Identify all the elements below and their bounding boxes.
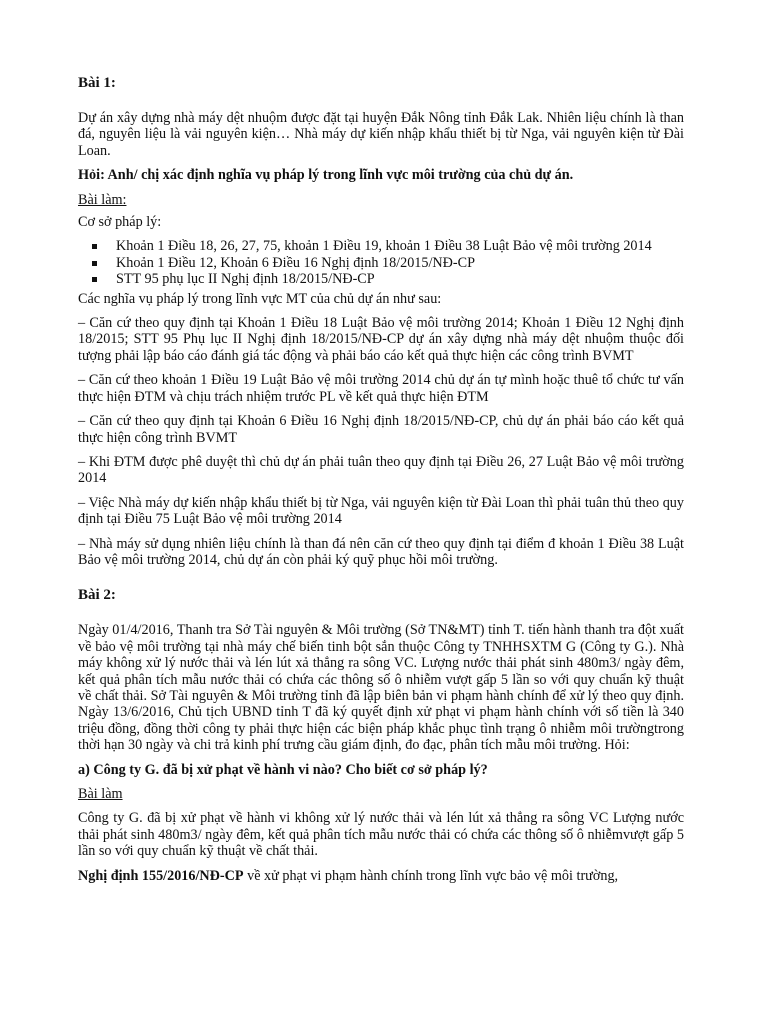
exercise-2-answer-label: Bài làm (78, 786, 123, 802)
exercise-1-intro: Dự án xây dựng nhà máy dệt nhuộm được đặt tại huyện Đắk Nông tỉnh Đắk Lak. Nhiên liệu chính là than đá, nguyên liệu là vải nguyên kiện… Nhà máy dự kiến nhập khẩu thiết bị từ Nga, vải nguyên kiện từ Đài Loan. (78, 110, 684, 159)
obligation-paragraph: – Căn cứ theo khoản 1 Điều 19 Luật Bảo vệ môi trường 2014 chủ dự án tự mình hoặc thuê tổ chức tư vấn thực hiện ĐTM và chịu trách nhiệm trước PL về kết quả thực hiện ĐTM (78, 372, 684, 405)
legal-basis-list (78, 238, 684, 287)
decree-name: Nghị định 155/2016/NĐ-CP (78, 867, 244, 884)
legal-basis-item: STT 95 phụ lục II Nghị định 18/2015/NĐ-CP (116, 271, 684, 287)
exercise-1-answer-label: Bài làm: (78, 191, 127, 208)
obligation-paragraph: – Căn cứ theo quy định tại Khoản 1 Điều 18 Luật Bảo vệ môi trường 2014; Khoản 1 Điều 12 Nghị định 18/2015; STT 95 Phụ lục II Nghị định 18/2015/NĐ-CP dự án xây dựng nhà máy dệt nhuộm thuộc đối tượng phải lập báo cáo đánh giá tác động và phải báo cáo kết quả thực hiện các công trình BVMT (78, 315, 684, 364)
decree-reference (78, 868, 684, 884)
legal-basis-item: Khoản 1 Điều 12, Khoản 6 Điều 16 Nghị định 18/2015/NĐ-CP (116, 255, 684, 271)
obligation-paragraph: – Khi ĐTM được phê duyệt thì chủ dự án phải tuân theo quy định tại Điều 26, 27 Luật Bảo vệ môi trường 2014 (78, 453, 684, 487)
exercise-2-answer-a: Công ty G. đã bị xử phạt về hành vi không xử lý nước thải và lén lút xả thẳng ra sông VC Lượng nước thải phát sinh 480m3/ ngày đêm, kết quả phân tích mẫu nước thải có chứa các thông số ô nhiễmvượt gấp 5 lần so với quy chuẩn kỹ thuật về chất thải. (78, 810, 684, 860)
legal-basis-item: Khoản 1 Điều 18, 26, 27, 75, khoản 1 Điều 19, khoản 1 Điều 38 Luật Bảo vệ môi trường 2014 (116, 238, 684, 254)
exercise-2-intro: Ngày 01/4/2016, Thanh tra Sở Tài nguyên & Môi trường (Sở TN&MT) tỉnh T. tiến hành thanh tra đột xuất về bảo vệ môi trường tại nhà máy chế biến tinh bột sắn thuộc Công ty TNHHSXTM G (Công ty G.). Nhà máy không xử lý nước thải và lén lút xả thẳng ra sông VC. Lượng nước thải phát sinh 480m3/ ngày đêm, kết quả phân tích mẫu nước thải có chứa các thông số ô nhiễm vượt gấp 5 lần so với quy chuẩn kỹ thuật về chất thải. Sở Tài nguyên & Môi trường tỉnh đã lập biên bản vi phạm hành chính để xử lý theo quy định. Ngày 13/6/2016, Chủ tịch UBND tỉnh T đã ký quyết định xử phạt vi phạm hành chính với số tiền là 340 triệu đồng, đồng thời công ty phải thực hiện các biện pháp khắc phục tình trạng ô nhiễm môi trườngtrong thời hạn 30 ngày và chi trả kinh phí trưng cầu giám định, đo đạc, phân tích mẫu môi trường. Hỏi: (78, 622, 684, 754)
exercise-1-title: Bài 1: (78, 75, 116, 91)
exercise-2-title: Bài 2: (78, 587, 116, 604)
obligation-paragraph: – Việc Nhà máy dự kiến nhập khẩu thiết bị từ Nga, vải nguyên kiện từ Đài Loan thì phải tuân thủ theo quy định tại Điều 75 Luật Bảo vệ môi trường 2014 (78, 494, 684, 528)
decree-description: về xử phạt vi phạm hành chính trong lĩnh vực bảo vệ môi trường, (243, 867, 619, 884)
obligation-paragraph: – Nhà máy sử dụng nhiên liệu chính là than đá nên căn cứ theo quy định tại điểm đ khoản 1 Điều 38 Luật Bảo vệ môi trường 2014, chủ dự án còn phải ký quỹ phục hồi môi trường. (78, 535, 684, 568)
obligation-paragraph: – Căn cứ theo quy định tại Khoản 6 Điều 16 Nghị định 18/2015/NĐ-CP, chủ dự án phải báo cáo kết quả thực hiện công trình BVMT (78, 413, 684, 446)
exercise-1-question: Hỏi: Anh/ chị xác định nghĩa vụ pháp lý trong lĩnh vực môi trường của chủ dự án. (78, 167, 574, 184)
legal-basis-label: Cơ sở pháp lý: (78, 214, 162, 231)
obligations-intro: Các nghĩa vụ pháp lý trong lĩnh vực MT của chủ dự án như sau: (78, 290, 442, 307)
exercise-2-question-a: a) Công ty G. đã bị xử phạt về hành vi nào? Cho biết cơ sở pháp lý? (78, 761, 488, 778)
